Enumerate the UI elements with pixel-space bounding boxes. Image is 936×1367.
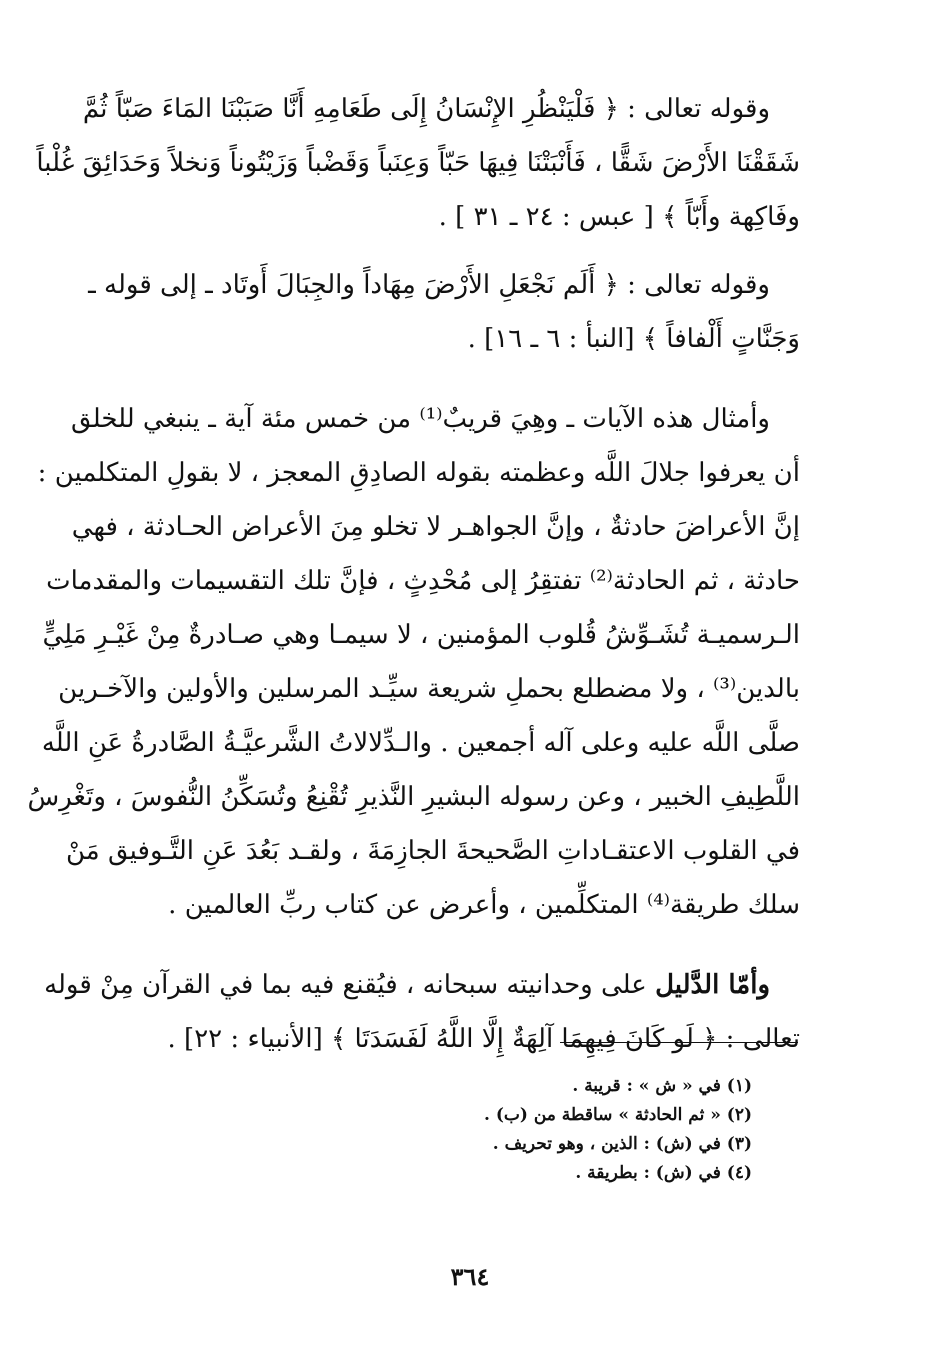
text-segment: على وحدانيته سبحانه ، فيُقنع فيه بما في القرآن مِنْ قوله xyxy=(44,970,656,1000)
paragraph-evidence xyxy=(44,958,800,1066)
text-line xyxy=(44,958,800,1012)
text-line: تعالى : ﴿ لَو كَانَ فِيهِمَا آلِهَةٌ إِلَّا اللَّهُ لَفَسَدَتَا ﴾ [الأنبياء : ٢٢] . xyxy=(167,1024,800,1054)
text-line: في القلوب الاعتقـاداتِ الصَّحيحةَ الجازِمَةَ ، ولقـد بَعُدَ عَنِ التَّـوفيق مَنْ xyxy=(66,836,800,866)
text-line: أن يعرفوا جلالَ اللَّه وعظمته بقوله الصادِقِ المعجز ، لا بقولِ المتكلمين : xyxy=(37,458,800,488)
page-number: ٣٦٤ xyxy=(450,1262,490,1291)
text-line: وقوله تعالى : ﴿ أَلَم نَجْعَلِ الأَرْضَ مِهَاداً والجِبَالَ أَوتَاد ـ إلى قوله ـ xyxy=(88,270,770,300)
paragraph-abasa xyxy=(36,82,800,244)
footnote-1: (١) في « ش » : قريبة . xyxy=(572,1076,752,1096)
text-line: حادثة ، ثم الحادثة⁽²⁾ تفتقِرُ إلى مُحْدِثٍ ، فإنَّ تلك التقسيمات والمقدمات xyxy=(46,566,800,596)
footnote-3: (٣) في (ش) : الذين ، وهو تحريف . xyxy=(492,1134,752,1154)
paragraph-naba xyxy=(88,258,800,366)
text-line: وَجَنَّاتٍ أَلْفافاً ﴾ [النبأ : ٦ ـ ١٦] . xyxy=(467,324,800,354)
text-line: صلَّى اللَّه عليه وعلى آله أجمعين . والـدِّلالاتُ الشَّرعيَّـةُ الصَّادرةُ عَنِ اللَّه xyxy=(41,728,800,758)
text-line: الـرسميـة تُشَـوِّشُ قُلوب المؤمنين ، لا سيمـا وهي صـادرةٌ مِنْ غَيْـرِ مَلِيٍّ xyxy=(42,620,800,650)
text-line: وأمثال هذه الآيات ـ وهِيَ قريبٌ⁽¹⁾ من خمس مئة آية ـ ينبغي للخلق xyxy=(71,404,770,434)
text-line: وقوله تعالى : ﴿ فَلْيَنْظُرِ الإِنْسَانُ إِلَى طَعَامِهِ أَنَّا صَبَبْنَا المَاءَ صَبّاً ثُمَّ xyxy=(82,94,770,124)
text-line: سلك طريقة⁽⁴⁾ المتكلِّمين ، وأعرض عن كتاب ربِّ العالمين . xyxy=(168,890,800,920)
text-line: شَقَقْنَا الأَرْضَ شَقًّا ، فَأَنْبَتْنَا فِيهَا حَبّاً وَعِنَباً وَقَضْباً وَزَيْتُوناً وَنخلاً وَحَدَائِقَ غُلْباً xyxy=(36,148,800,178)
text-line: وفَاكِهة وأَبّاً ﴾ [ عبس : ٢٤ ـ ٣١ ] . xyxy=(438,202,800,232)
paragraph-commentary xyxy=(27,392,800,932)
footnote-4: (٤) في (ش) : بطريقة . xyxy=(575,1163,752,1183)
text-line: إنَّ الأعراضَ حادثةٌ ، وإنَّ الجواهـر لا تخلو مِنَ الأعراض الحـادثة ، فهي xyxy=(71,512,800,542)
lead-heading: وأمّا الدَّليل xyxy=(655,970,770,1000)
footnote-2: (٢) « ثم الحادثة » ساقطة من (ب) . xyxy=(483,1105,752,1125)
text-line: اللَّطِيفِ الخبير ، وعن رسوله البشيرِ النَّذيرِ تُقْنِعُ وتُسَكِّنُ النُّفوسَ ، وتَغْرِسُ xyxy=(27,782,800,812)
main-text xyxy=(27,82,800,1066)
footnotes xyxy=(400,1072,752,1188)
footnote-divider xyxy=(560,1042,798,1043)
text-line: بالدين⁽³⁾ ، ولا مضطلع بحملِ شريعة سيِّـد المرسلين والأولين والآخـرين xyxy=(58,674,800,704)
